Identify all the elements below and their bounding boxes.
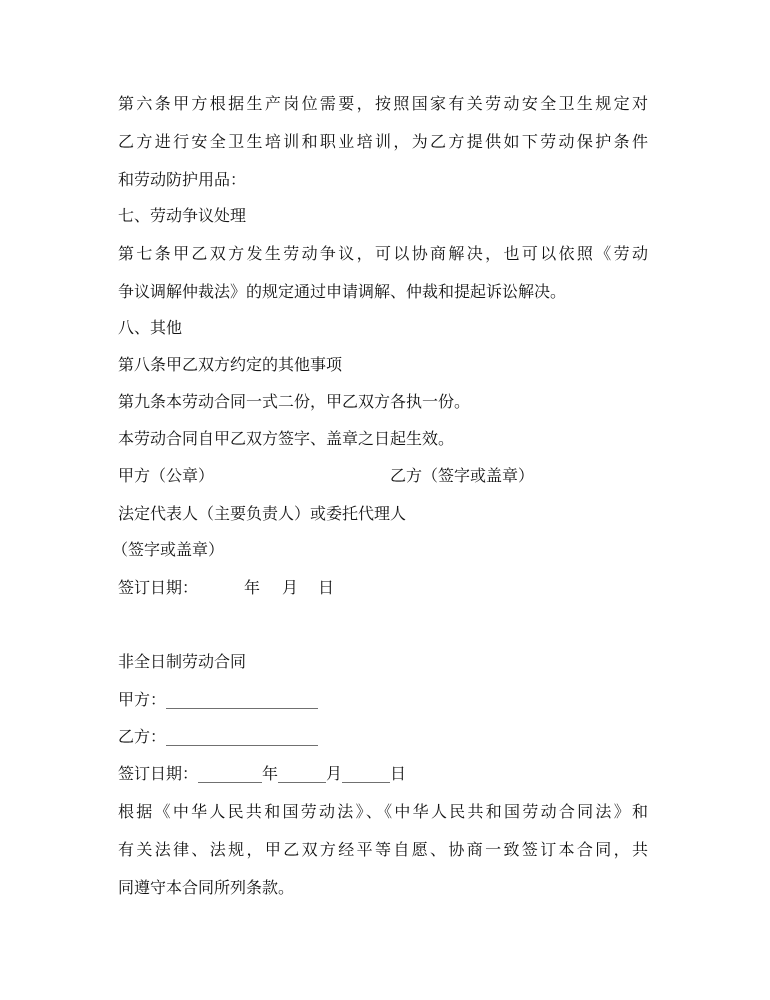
article8: 第八条甲乙双方约定的其他事项 — [118, 355, 343, 374]
party-b-signature-label: 乙方（签字或盖章） — [390, 466, 535, 485]
article7-line1: 第七条甲乙双方发生劳动争议，可以协商解决，也可以依照《劳动 — [118, 244, 648, 263]
new-contract-sign-date: 签订日期：________年______月______日 — [118, 764, 407, 783]
article6-line2: 乙方进行安全卫生培训和职业培训，为乙方提供如下劳动保护条件 — [118, 132, 648, 151]
intro-line2: 有关法律、法规，甲乙双方经平等自愿、协商一致签订本合同，共 — [118, 840, 648, 859]
intro-line3: 同遵守本合同所列条款。 — [118, 878, 295, 897]
signature-row — [118, 466, 648, 486]
section7-heading: 七、劳动争议处理 — [118, 206, 247, 225]
article6-line1: 第六条甲方根据生产岗位需要，按照国家有关劳动安全卫生规定对 — [118, 94, 648, 113]
new-contract-title: 非全日制劳动合同 — [118, 652, 247, 671]
party-a-signature-label: 甲方（公章） — [118, 466, 215, 485]
article7-line2: 争议调解仲裁法》的规定通过申请调解、仲裁和提起诉讼解决。 — [118, 282, 567, 301]
article6-line3: 和劳动防护用品： — [118, 170, 247, 189]
effective-clause: 本劳动合同自甲乙双方签字、盖章之日起生效。 — [118, 429, 455, 448]
sign-date-year: 年 — [244, 578, 261, 597]
new-contract-party-a: 甲方：___________________ — [118, 690, 319, 709]
representative-sign-label: （签字或盖章） — [112, 540, 225, 559]
sign-date-day: 日 — [318, 578, 335, 597]
representative-label: 法定代表人（主要负责人）或委托代理人 — [118, 504, 407, 523]
intro-line1: 根据《中华人民共和国劳动法》、《中华人民共和国劳动合同法》和 — [118, 802, 648, 821]
sign-date-month: 月 — [282, 578, 299, 597]
article9: 第九条本劳动合同一式二份，甲乙双方各执一份。 — [118, 392, 471, 411]
sign-date-label: 签订日期： — [118, 578, 199, 597]
new-contract-party-b: 乙方：___________________ — [118, 727, 319, 746]
section8-heading: 八、其他 — [118, 318, 183, 337]
